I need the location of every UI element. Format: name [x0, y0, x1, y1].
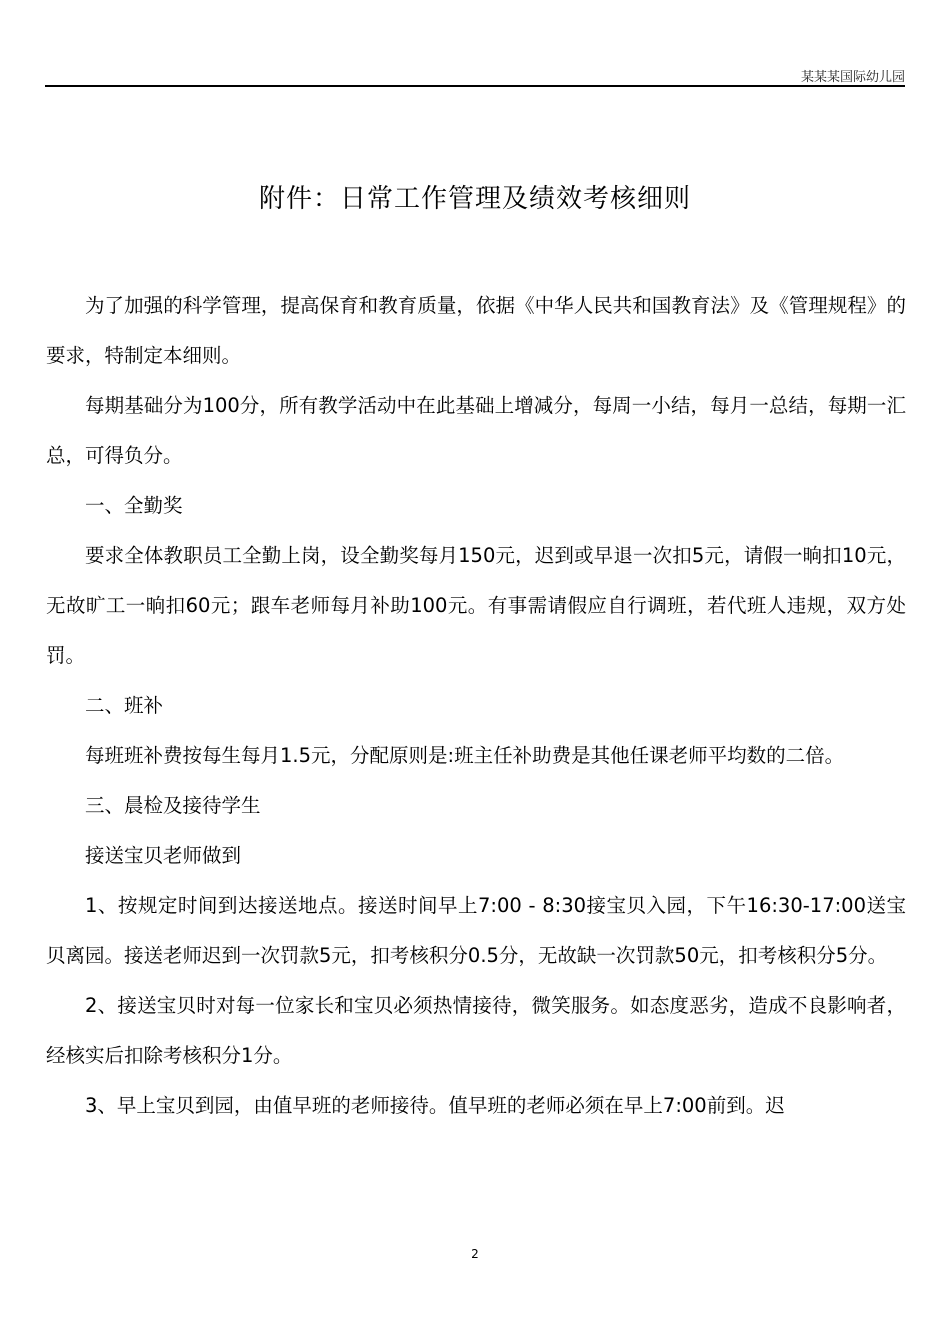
document-body: [46, 281, 906, 1131]
paragraph-base-score: 每期基础分为100分，所有教学活动中在此基础上增减分，每周一小结，每月一总结，每期一汇总，可得负分。: [46, 394, 906, 467]
document-title: 附件：日常工作管理及绩效考核细则: [258, 184, 691, 214]
list-item-2: 2、接送宝贝时对每一位家长和宝贝必须热情接待，微笑服务。如态度恶劣，造成不良影响者，经核实后扣除考核积分1分。: [46, 994, 906, 1067]
list-item-3: 3、早上宝贝到园，由值早班的老师接待。值早班的老师必须在早上7:00前到。迟: [85, 1094, 785, 1117]
list-item-1: 1、按规定时间到达接送地点。接送时间早上7:00 - 8:30接宝贝入园，下午16:30-17:00送宝贝离园。接送老师迟到一次罚款5元，扣考核积分0.5分，无故缺一次罚款50元，扣考核积分5分。: [46, 894, 906, 967]
paragraph-intro: 为了加强的科学管理，提高保育和教育质量，依据《中华人民共和国教育法》及《管理规程》的要求，特制定本细则。: [46, 294, 906, 367]
paragraph-attendance-rules: 要求全体教职员工全勤上岗，设全勤奖每月150元，迟到或早退一次扣5元，请假一晌扣10元，无故旷工一晌扣60元；跟车老师每月补助100元。有事需请假应自行调班，若代班人违规，双方处罚。: [46, 544, 906, 667]
header-org-name: 某某某国际幼儿园: [800, 70, 905, 85]
page-number: 2: [471, 1247, 479, 1261]
section-heading-class-allowance: 二、班补: [85, 694, 164, 717]
section-heading-morning-check: 三、晨检及接待学生: [85, 794, 261, 817]
paragraph-pickup-teachers: 接送宝贝老师做到: [85, 844, 242, 867]
header-divider: [45, 85, 905, 87]
section-heading-attendance: 一、全勤奖: [85, 494, 183, 517]
paragraph-class-allowance: 每班班补费按每生每月1.5元，分配原则是:班主任补助费是其他任课老师平均数的二倍。: [85, 744, 845, 767]
